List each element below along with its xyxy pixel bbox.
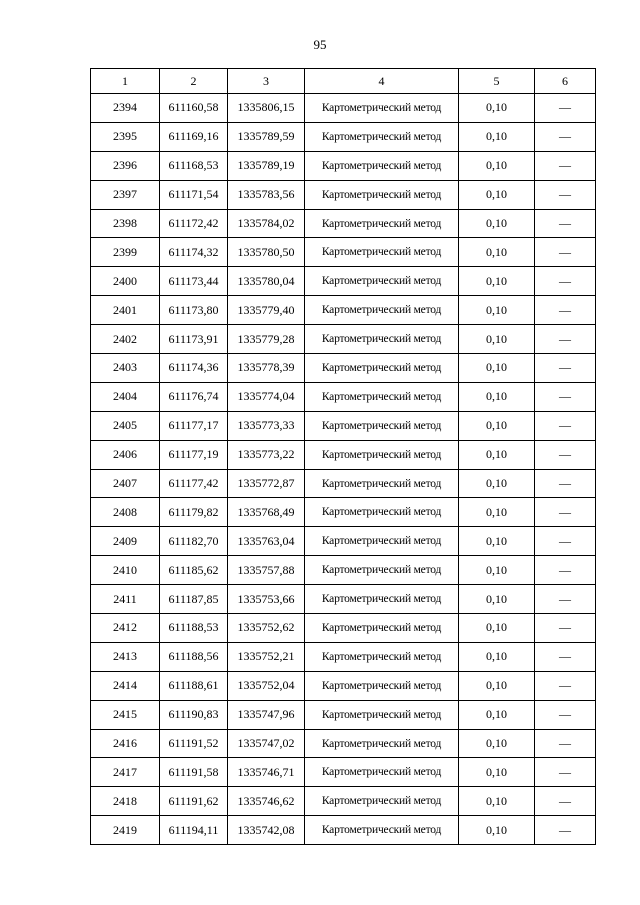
coordinates-table	[90, 68, 596, 845]
method-cell: Картометрический метод	[305, 151, 459, 180]
method-cell: Картометрический метод	[305, 440, 459, 469]
x-coordinate-cell: 611191,62	[160, 787, 228, 816]
accuracy-cell: 0,10	[459, 498, 535, 527]
table-row	[91, 758, 596, 787]
y-coordinate-cell: 1335789,59	[228, 122, 305, 151]
point-number-cell: 2416	[91, 729, 160, 758]
note-cell: —	[535, 267, 596, 296]
column-header-5: 5	[459, 69, 535, 94]
point-number-cell: 2401	[91, 296, 160, 325]
note-cell: —	[535, 787, 596, 816]
table-row	[91, 642, 596, 671]
table-row	[91, 267, 596, 296]
method-cell: Картометрический метод	[305, 671, 459, 700]
method-cell: Картометрический метод	[305, 296, 459, 325]
accuracy-cell: 0,10	[459, 382, 535, 411]
note-cell: —	[535, 469, 596, 498]
accuracy-cell: 0,10	[459, 527, 535, 556]
method-cell: Картометрический метод	[305, 94, 459, 123]
method-cell: Картометрический метод	[305, 614, 459, 643]
x-coordinate-cell: 611177,17	[160, 411, 228, 440]
note-cell: —	[535, 700, 596, 729]
y-coordinate-cell: 1335779,40	[228, 296, 305, 325]
point-number-cell: 2417	[91, 758, 160, 787]
note-cell: —	[535, 238, 596, 267]
table-row	[91, 816, 596, 845]
point-number-cell: 2396	[91, 151, 160, 180]
table-row	[91, 238, 596, 267]
point-number-cell: 2414	[91, 671, 160, 700]
method-cell: Картометрический метод	[305, 498, 459, 527]
x-coordinate-cell: 611172,42	[160, 209, 228, 238]
method-cell: Картометрический метод	[305, 469, 459, 498]
x-coordinate-cell: 611160,58	[160, 94, 228, 123]
accuracy-cell: 0,10	[459, 614, 535, 643]
note-cell: —	[535, 122, 596, 151]
point-number-cell: 2402	[91, 325, 160, 354]
accuracy-cell: 0,10	[459, 729, 535, 758]
y-coordinate-cell: 1335746,71	[228, 758, 305, 787]
table-row	[91, 440, 596, 469]
accuracy-cell: 0,10	[459, 642, 535, 671]
accuracy-cell: 0,10	[459, 556, 535, 585]
method-cell: Картометрический метод	[305, 758, 459, 787]
accuracy-cell: 0,10	[459, 787, 535, 816]
note-cell: —	[535, 498, 596, 527]
y-coordinate-cell: 1335779,28	[228, 325, 305, 354]
table-row	[91, 411, 596, 440]
x-coordinate-cell: 611188,61	[160, 671, 228, 700]
note-cell: —	[535, 556, 596, 585]
note-cell: —	[535, 614, 596, 643]
method-cell: Картометрический метод	[305, 209, 459, 238]
point-number-cell: 2395	[91, 122, 160, 151]
y-coordinate-cell: 1335753,66	[228, 585, 305, 614]
y-coordinate-cell: 1335747,96	[228, 700, 305, 729]
y-coordinate-cell: 1335773,33	[228, 411, 305, 440]
table-row	[91, 614, 596, 643]
accuracy-cell: 0,10	[459, 585, 535, 614]
x-coordinate-cell: 611174,32	[160, 238, 228, 267]
table-row	[91, 729, 596, 758]
y-coordinate-cell: 1335783,56	[228, 180, 305, 209]
x-coordinate-cell: 611176,74	[160, 382, 228, 411]
accuracy-cell: 0,10	[459, 469, 535, 498]
point-number-cell: 2400	[91, 267, 160, 296]
table-row	[91, 671, 596, 700]
note-cell: —	[535, 180, 596, 209]
point-number-cell: 2411	[91, 585, 160, 614]
y-coordinate-cell: 1335746,62	[228, 787, 305, 816]
x-coordinate-cell: 611173,44	[160, 267, 228, 296]
table-row	[91, 122, 596, 151]
y-coordinate-cell: 1335789,19	[228, 151, 305, 180]
table-row	[91, 585, 596, 614]
point-number-cell: 2409	[91, 527, 160, 556]
accuracy-cell: 0,10	[459, 267, 535, 296]
point-number-cell: 2405	[91, 411, 160, 440]
x-coordinate-cell: 611177,42	[160, 469, 228, 498]
note-cell: —	[535, 527, 596, 556]
y-coordinate-cell: 1335742,08	[228, 816, 305, 845]
method-cell: Картометрический метод	[305, 411, 459, 440]
accuracy-cell: 0,10	[459, 700, 535, 729]
method-cell: Картометрический метод	[305, 325, 459, 354]
note-cell: —	[535, 325, 596, 354]
table-row	[91, 296, 596, 325]
table-row	[91, 325, 596, 354]
accuracy-cell: 0,10	[459, 180, 535, 209]
note-cell: —	[535, 296, 596, 325]
accuracy-cell: 0,10	[459, 238, 535, 267]
note-cell: —	[535, 729, 596, 758]
note-cell: —	[535, 151, 596, 180]
point-number-cell: 2419	[91, 816, 160, 845]
x-coordinate-cell: 611179,82	[160, 498, 228, 527]
method-cell: Картометрический метод	[305, 585, 459, 614]
y-coordinate-cell: 1335763,04	[228, 527, 305, 556]
x-coordinate-cell: 611191,52	[160, 729, 228, 758]
table-row	[91, 209, 596, 238]
table-row	[91, 527, 596, 556]
table-row	[91, 469, 596, 498]
y-coordinate-cell: 1335768,49	[228, 498, 305, 527]
table-row	[91, 180, 596, 209]
x-coordinate-cell: 611174,36	[160, 354, 228, 383]
table-body	[91, 94, 596, 845]
point-number-cell: 2404	[91, 382, 160, 411]
table-row	[91, 700, 596, 729]
accuracy-cell: 0,10	[459, 440, 535, 469]
accuracy-cell: 0,10	[459, 671, 535, 700]
y-coordinate-cell: 1335780,50	[228, 238, 305, 267]
table-row	[91, 382, 596, 411]
point-number-cell: 2398	[91, 209, 160, 238]
y-coordinate-cell: 1335752,04	[228, 671, 305, 700]
note-cell: —	[535, 758, 596, 787]
method-cell: Картометрический метод	[305, 556, 459, 585]
y-coordinate-cell: 1335757,88	[228, 556, 305, 585]
method-cell: Картометрический метод	[305, 382, 459, 411]
method-cell: Картометрический метод	[305, 816, 459, 845]
x-coordinate-cell: 611191,58	[160, 758, 228, 787]
method-cell: Картометрический метод	[305, 354, 459, 383]
table-row	[91, 556, 596, 585]
point-number-cell: 2408	[91, 498, 160, 527]
table-row	[91, 498, 596, 527]
column-header-3: 3	[228, 69, 305, 94]
point-number-cell: 2410	[91, 556, 160, 585]
header-row	[91, 69, 596, 94]
accuracy-cell: 0,10	[459, 411, 535, 440]
accuracy-cell: 0,10	[459, 122, 535, 151]
method-cell: Картометрический метод	[305, 642, 459, 671]
page-number: 95	[313, 37, 327, 52]
table-row	[91, 94, 596, 123]
x-coordinate-cell: 611188,56	[160, 642, 228, 671]
point-number-cell: 2415	[91, 700, 160, 729]
note-cell: —	[535, 209, 596, 238]
x-coordinate-cell: 611169,16	[160, 122, 228, 151]
accuracy-cell: 0,10	[459, 325, 535, 354]
column-header-1: 1	[91, 69, 160, 94]
y-coordinate-cell: 1335752,21	[228, 642, 305, 671]
accuracy-cell: 0,10	[459, 354, 535, 383]
point-number-cell: 2399	[91, 238, 160, 267]
x-coordinate-cell: 611182,70	[160, 527, 228, 556]
accuracy-cell: 0,10	[459, 94, 535, 123]
x-coordinate-cell: 611173,91	[160, 325, 228, 354]
accuracy-cell: 0,10	[459, 758, 535, 787]
column-header-6: 6	[535, 69, 596, 94]
method-cell: Картометрический метод	[305, 787, 459, 816]
note-cell: —	[535, 585, 596, 614]
method-cell: Картометрический метод	[305, 527, 459, 556]
note-cell: —	[535, 94, 596, 123]
point-number-cell: 2406	[91, 440, 160, 469]
table-row	[91, 787, 596, 816]
y-coordinate-cell: 1335784,02	[228, 209, 305, 238]
x-coordinate-cell: 611185,62	[160, 556, 228, 585]
method-cell: Картометрический метод	[305, 700, 459, 729]
x-coordinate-cell: 611187,85	[160, 585, 228, 614]
y-coordinate-cell: 1335774,04	[228, 382, 305, 411]
note-cell: —	[535, 671, 596, 700]
note-cell: —	[535, 440, 596, 469]
x-coordinate-cell: 611173,80	[160, 296, 228, 325]
note-cell: —	[535, 642, 596, 671]
accuracy-cell: 0,10	[459, 209, 535, 238]
x-coordinate-cell: 611177,19	[160, 440, 228, 469]
method-cell: Картометрический метод	[305, 180, 459, 209]
y-coordinate-cell: 1335747,02	[228, 729, 305, 758]
method-cell: Картометрический метод	[305, 267, 459, 296]
point-number-cell: 2418	[91, 787, 160, 816]
y-coordinate-cell: 1335772,87	[228, 469, 305, 498]
method-cell: Картометрический метод	[305, 122, 459, 151]
note-cell: —	[535, 816, 596, 845]
note-cell: —	[535, 354, 596, 383]
note-cell: —	[535, 411, 596, 440]
table-row	[91, 151, 596, 180]
y-coordinate-cell: 1335780,04	[228, 267, 305, 296]
table-row	[91, 354, 596, 383]
column-header-2: 2	[160, 69, 228, 94]
accuracy-cell: 0,10	[459, 296, 535, 325]
note-cell: —	[535, 382, 596, 411]
x-coordinate-cell: 611171,54	[160, 180, 228, 209]
accuracy-cell: 0,10	[459, 816, 535, 845]
table-header	[91, 69, 596, 94]
y-coordinate-cell: 1335752,62	[228, 614, 305, 643]
y-coordinate-cell: 1335773,22	[228, 440, 305, 469]
point-number-cell: 2407	[91, 469, 160, 498]
y-coordinate-cell: 1335778,39	[228, 354, 305, 383]
point-number-cell: 2394	[91, 94, 160, 123]
column-header-4: 4	[305, 69, 459, 94]
y-coordinate-cell: 1335806,15	[228, 94, 305, 123]
point-number-cell: 2403	[91, 354, 160, 383]
x-coordinate-cell: 611194,11	[160, 816, 228, 845]
method-cell: Картометрический метод	[305, 729, 459, 758]
point-number-cell: 2397	[91, 180, 160, 209]
accuracy-cell: 0,10	[459, 151, 535, 180]
method-cell: Картометрический метод	[305, 238, 459, 267]
x-coordinate-cell: 611168,53	[160, 151, 228, 180]
x-coordinate-cell: 611190,83	[160, 700, 228, 729]
x-coordinate-cell: 611188,53	[160, 614, 228, 643]
point-number-cell: 2412	[91, 614, 160, 643]
point-number-cell: 2413	[91, 642, 160, 671]
